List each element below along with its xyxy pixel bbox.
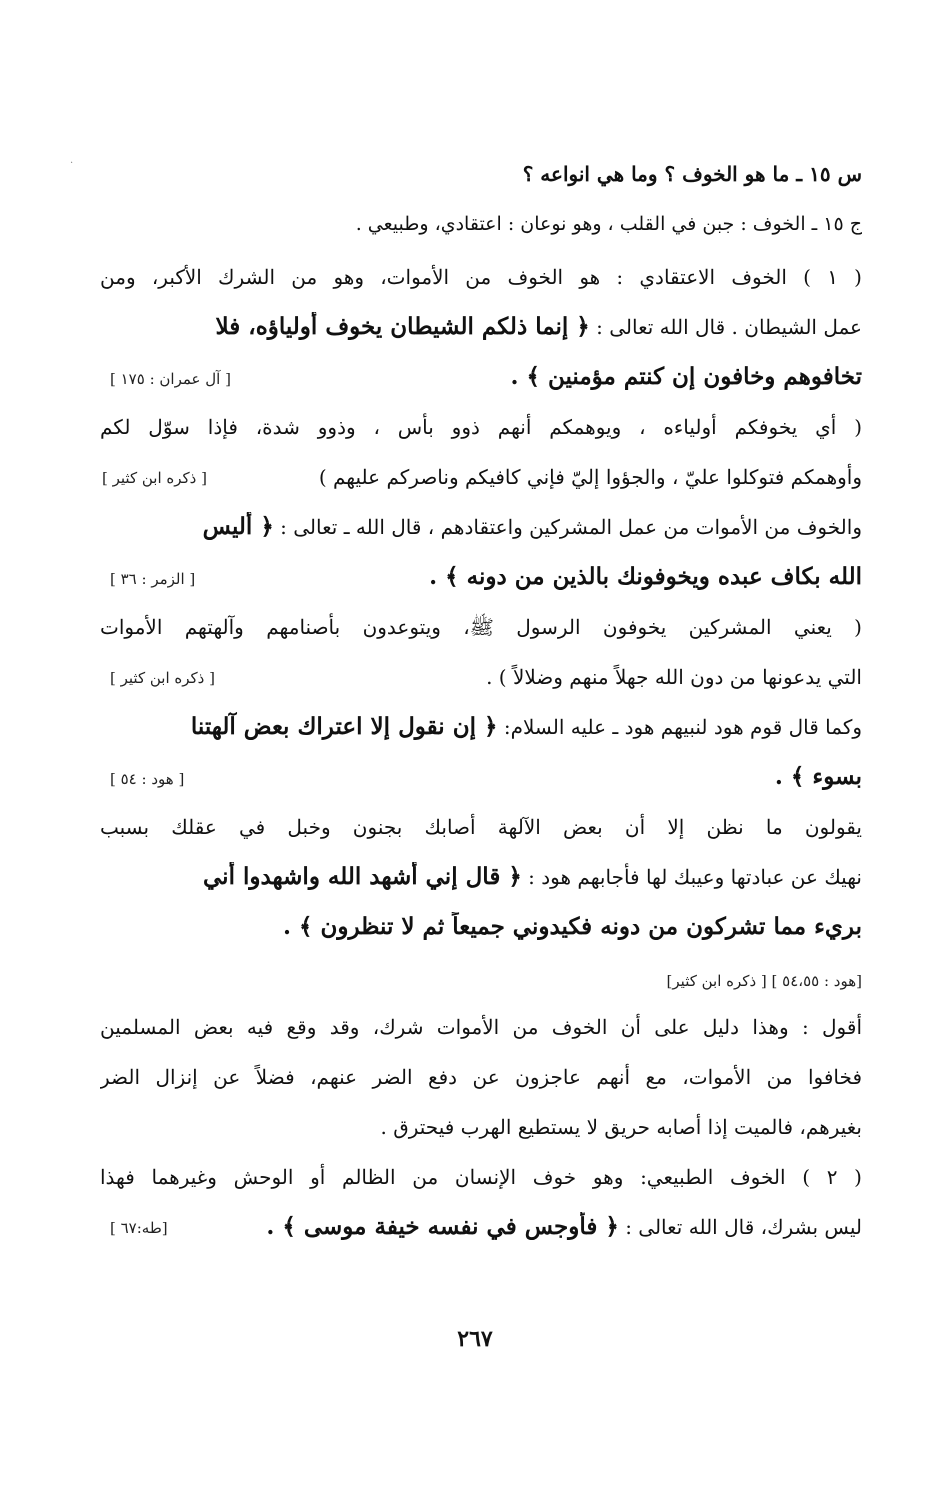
p8-citation: [طه:٦٧ ] (110, 1219, 168, 1237)
answer-line: ج ١٥ ـ الخوف : جبن في القلب ، وهو نوعان : اعتقادي، وطبيعي . (355, 213, 862, 235)
p1-citation: [ آل عمران : ١٧٥ ] (110, 370, 231, 388)
p7-line-1: أقول : وهذا دليل على أن الخوف من الأموات شرك، وقد وقع فيه بعض المسلمين (100, 1015, 862, 1039)
page-number: ٢٦٧ (457, 1326, 493, 1352)
p8-line-2 (222, 1212, 862, 1242)
p1-line-2 (100, 312, 862, 342)
p3-quran-verse: الله بكاف عبده ويخوفونك بالذين من دونه ﴾ . (429, 563, 862, 590)
p3-line-1 (100, 512, 862, 542)
p8-line-1: ( ٢ ) الخوف الطبيعي: وهو خوف الإنسان من الظالم أو الوحش وغيرهما فهذا (100, 1165, 862, 1189)
p7-line-2: فخافوا من الأموات، مع أنهم عاجزون عن دفع الضر عنهم، فضلاً عن إنزال الضر (100, 1065, 862, 1089)
p4-line-2: التي يدعونها من دون الله جهلاً منهم وضلالاً ) . (486, 665, 862, 689)
p1-line-1: ( ١ ) الخوف الاعتقادي : هو الخوف من الأموات، وهو من الشرك الأكبر، ومن (100, 265, 862, 289)
corner-mark: . (70, 155, 74, 166)
p3-quran-start: ﴿ أليس (202, 513, 274, 540)
p4-line-1: ( يعني المشركين يخوفون الرسول ﷺ، ويتوعدون بأصنامهم وآلهتهم الأموات (100, 615, 862, 639)
p5-line-1-text: وكما قال قوم هود لنبيهم هود ـ عليه السلام: (497, 715, 862, 739)
p6-line-2-text: نهيك عن عبادتها وعيبك لها فأجابهم هود : (521, 865, 862, 889)
p7-line-3: بغيرهم، فالميت إذا أصابه حريق لا يستطيع الهرب فيحترق . (380, 1115, 862, 1139)
p6-quran-start: ﴿ قال إني أشهد الله واشهدوا أني (203, 863, 522, 890)
p3-citation: [ الزمر : ٣٦ ] (110, 570, 196, 588)
p1-line-3: تخافوهم وخافون إن كنتم مؤمنين ﴾ . (510, 363, 862, 390)
p5-quran-verse: ﴿ إن نقول إلا اعتراك بعض آلهتنا (190, 713, 498, 740)
p2-citation: [ ذكره ابن كثير ] (102, 469, 207, 487)
p6-quran-verse: بريء مما تشركون من دونه فكيدوني جميعاً ثم لا تنظرون ﴾ . (282, 913, 862, 940)
p1-line-2-text: عمل الشيطان . قال الله تعالى : (589, 315, 862, 339)
p5-line-1 (100, 712, 862, 742)
p8-quran-verse: ﴿ فأوجس في نفسه خيفة موسى ﴾ . (266, 1213, 619, 1240)
p2-line-1: ( أي يخوفكم أولياءه ، ويوهمكم أنهم ذوو بأس ، وذوو شدة، فإذا سوّل لكم (100, 415, 862, 439)
question-heading: س ١٥ ـ ما هو الخوف ؟ وما هي انواعه ؟ (522, 162, 862, 186)
p6-line-1: يقولون ما نظن إلا أن بعض الآلهة أصابك بجنون وخبل في عقلك بسبب (100, 815, 862, 839)
p3-line-1-text: والخوف من الأموات من عمل المشركين واعتقادهم ، قال الله ـ تعالى : (273, 515, 862, 539)
p1-quran-verse: ﴿ إنما ذلكم الشيطان يخوف أولياؤه، فلا (215, 313, 590, 340)
p6-line-2 (100, 862, 862, 892)
p4-citation: [ ذكره ابن كثير ] (110, 669, 215, 687)
p2-line-2: وأوهمكم فتوكلوا عليّ ، والجؤوا إليّ فإني كافيكم وناصركم عليهم ) (318, 465, 862, 489)
p6-citation: [هود : ٥٤،٥٥ ] [ ذكره ابن كثير] (666, 972, 862, 990)
p5-citation: [ هود : ٥٤ ] (110, 770, 185, 788)
p8-line-2-text: ليس بشرك، قال الله تعالى : (618, 1215, 862, 1239)
p5-line-2: بسوء ﴾ . (774, 763, 862, 790)
